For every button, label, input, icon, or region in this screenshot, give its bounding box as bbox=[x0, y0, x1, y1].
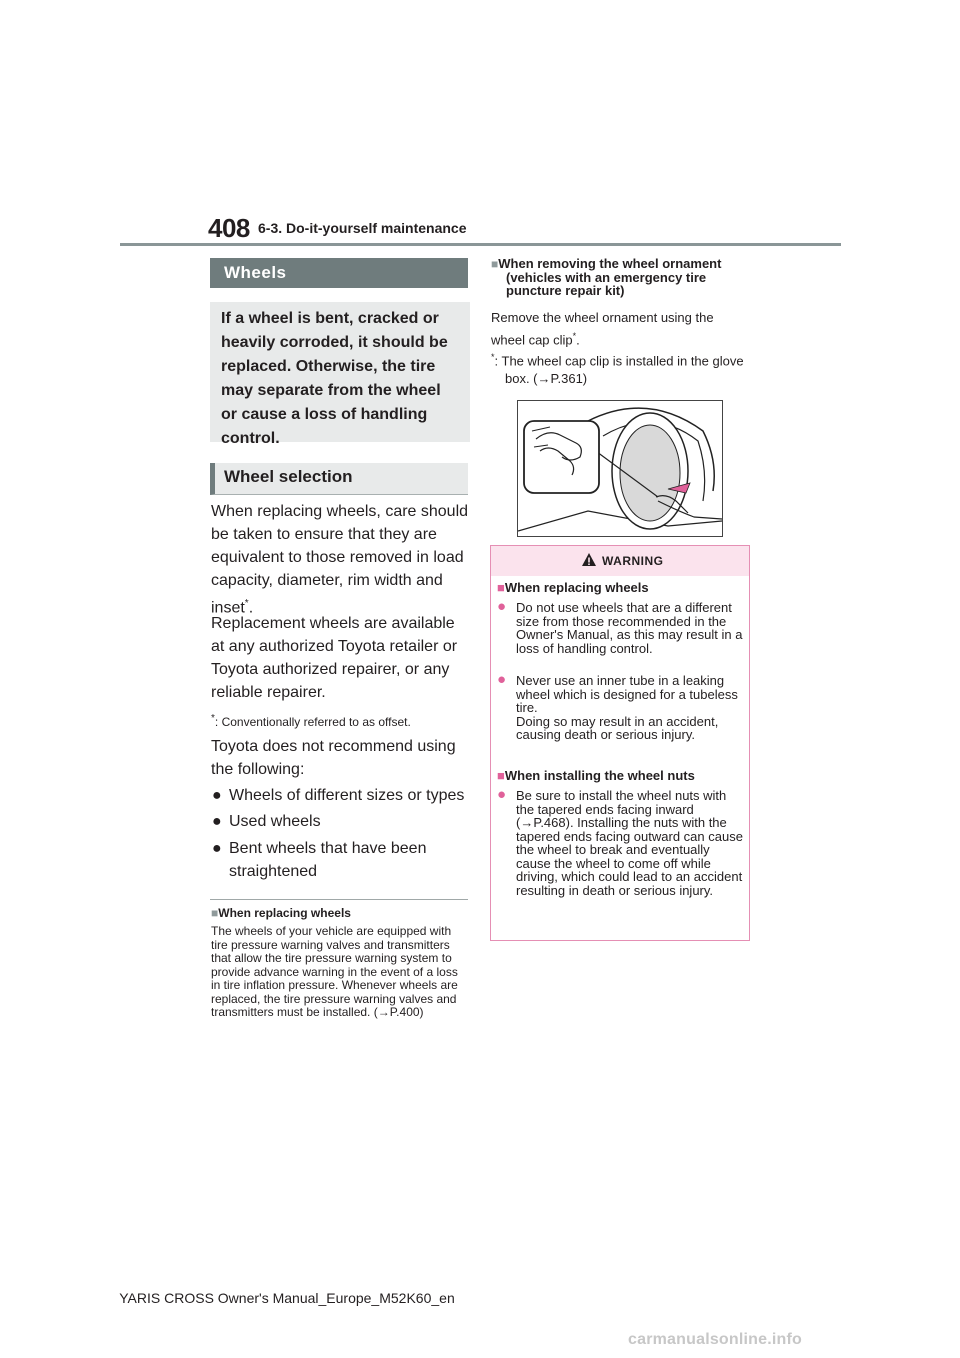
note-text-replacing: The wheels of your vehicle are equipped with tire pressure warning valves and transmitters that allow the tire pressure warning system to provide advance warning in the event of a loss in tire inflation pressure. Whenever wheels are replaced, the tire pressure warning valves and transmitters must be installed. (→P.400) bbox=[211, 924, 458, 1019]
warning-heading-nuts: ■When installing the wheel nuts bbox=[497, 768, 695, 783]
list-item: ● Never use an inner tube in a leaking wheel which is designed for a tubeless tire. Doing so may result in an accident, causing death or serious injury. bbox=[497, 671, 738, 742]
header-divider bbox=[120, 243, 841, 246]
wheel-cap-clip-drawing bbox=[518, 401, 722, 536]
bullet-icon: ● bbox=[212, 840, 222, 857]
note-heading-removing: ■When removing the wheel ornament (vehicles with an emergency tire puncture repair kit) bbox=[491, 256, 722, 298]
wheel-selection-heading: Wheel selection bbox=[210, 463, 468, 495]
warning-title: WARNING bbox=[602, 554, 664, 568]
square-bullet-icon: ■ bbox=[491, 257, 499, 271]
warning-box bbox=[490, 545, 750, 941]
list-item: ● Do not use wheels that are a different size from those recommended in the Owner's Manual, as this may result in a loss of handling control. bbox=[497, 598, 743, 656]
list-item: ● Bent wheels that have been straightened bbox=[212, 837, 470, 883]
warning-heading-replacing: ■When replacing wheels bbox=[497, 580, 649, 595]
removing-text: Remove the wheel ornament using the wheel cap clip*. bbox=[491, 310, 714, 348]
paragraph-equivalence: When replacing wheels, care should be taken to ensure that they are equivalent to those removed in load capacity, diameter, rim width and inset*. bbox=[211, 503, 469, 617]
paragraph-not-recommend: Toyota does not recommend using the following: bbox=[211, 738, 456, 778]
list-item: ● Used wheels bbox=[212, 810, 470, 833]
footer-manual-name: YARIS CROSS Owner's Manual_Europe_M52K60_en bbox=[119, 1290, 455, 1306]
list-item: ● Be sure to install the wheel nuts with the tapered ends facing inward (→P.468). Installing the nuts with the tapered ends facing outward can cause the wheel to break and eventually cause the wheel to come off while driving, which could lead to an accident resulting in death or serious injury. bbox=[497, 786, 743, 898]
watermark: carmanualsonline.info bbox=[628, 1331, 803, 1348]
section-divider bbox=[210, 899, 468, 900]
bullet-icon: ● bbox=[497, 671, 507, 688]
page-number: 408 bbox=[208, 213, 250, 243]
clip-footnote: *: The wheel cap clip is installed in the glove box. (→P.361) bbox=[491, 352, 744, 387]
bullet-icon: ● bbox=[497, 786, 507, 803]
note-heading-replacing: ■When replacing wheels bbox=[211, 906, 351, 920]
warning-header bbox=[491, 546, 749, 576]
paragraph-replacement-source: Replacement wheels are available at any authorized Toyota retailer or Toyota authorized repairer, or any reliable repairer. bbox=[211, 615, 458, 701]
wheels-lead-box: If a wheel is bent, cracked or heavily corroded, it should be replaced. Otherwise, the tire may separate from the wheel or cause a loss of handling control. bbox=[210, 302, 470, 442]
square-bullet-icon: ■ bbox=[497, 580, 505, 595]
wheel-ornament-illustration bbox=[517, 400, 723, 537]
square-bullet-icon: ■ bbox=[497, 768, 505, 783]
bullet-icon: ● bbox=[212, 787, 222, 804]
footnote-offset: *: Conventionally referred to as offset. bbox=[211, 713, 411, 729]
section-title: 6-3. Do-it-yourself maintenance bbox=[258, 220, 467, 236]
wheels-heading: Wheels bbox=[210, 258, 468, 288]
square-bullet-icon: ■ bbox=[211, 906, 219, 920]
list-item: ● Wheels of different sizes or types bbox=[212, 784, 470, 807]
bullet-icon: ● bbox=[497, 598, 507, 615]
bullet-icon: ● bbox=[212, 813, 222, 830]
warning-triangle-icon bbox=[581, 552, 597, 568]
